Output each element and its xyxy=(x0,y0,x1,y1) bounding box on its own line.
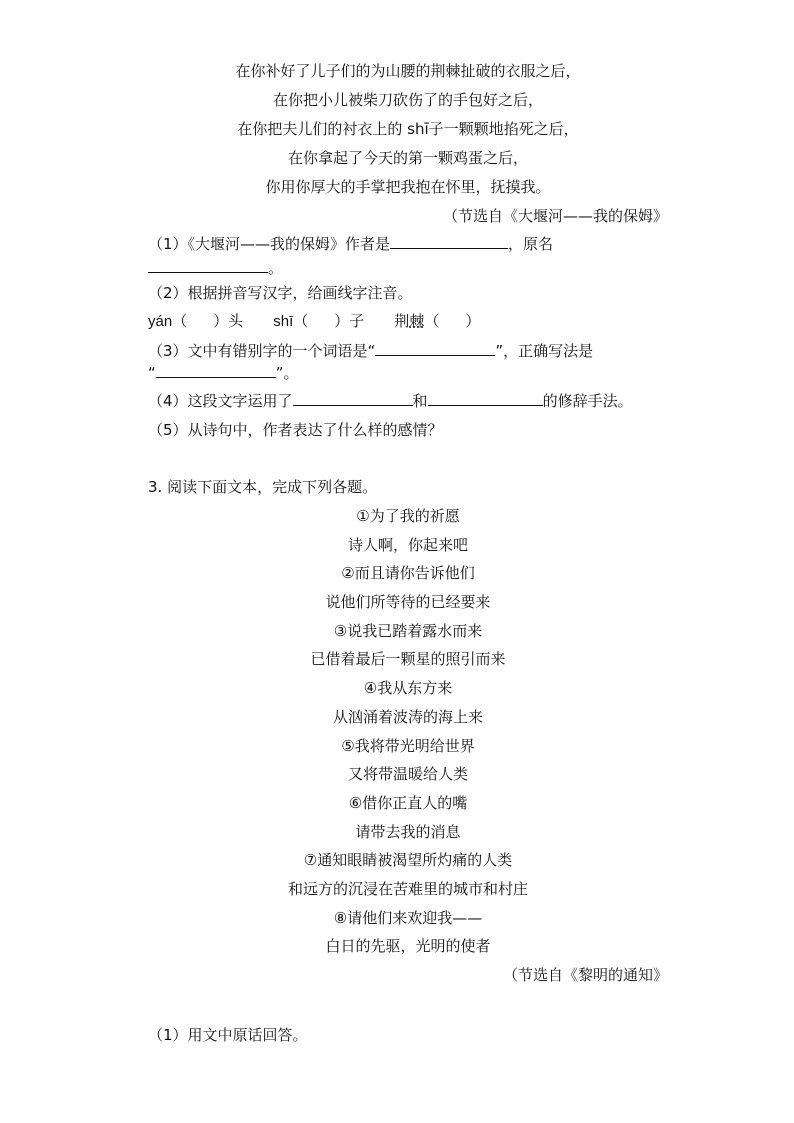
poem-line: ②而且请你告诉他们 xyxy=(341,564,475,583)
poem-line: ⑥借你正直人的嘴 xyxy=(348,793,468,812)
word-jing: 荆 xyxy=(394,312,410,330)
question-4-mid: 和 xyxy=(412,392,428,410)
poem-line: 诗人啊，你起来吧 xyxy=(347,535,468,554)
question-1-line2 xyxy=(148,255,688,281)
question-4 xyxy=(148,388,688,414)
answer-blank-rhetoric-1[interactable] xyxy=(293,389,413,406)
poem-line: ⑧请他们来欢迎我—— xyxy=(333,908,483,927)
poem-line: 白日的先驱，光明的使者 xyxy=(325,937,491,956)
paren-open: （ xyxy=(424,312,440,330)
poem-line: ⑤我将带光明给世界 xyxy=(341,736,475,755)
char-zi: 子 xyxy=(349,312,365,330)
poem-line: 在你拿起了今天的第一颗鸡蛋之后， xyxy=(287,149,528,167)
poem-line: 在你把小儿被柴刀砍伤了的手包好之后， xyxy=(272,91,543,109)
question-3-mid: ”，正确写法是 xyxy=(495,342,594,360)
question-2: （2）根据拼音写汉字，给画线字注音。 xyxy=(148,284,413,302)
answer-blank-rhetoric-2[interactable] xyxy=(428,389,543,406)
pinyin-yan: yán xyxy=(148,313,173,330)
answer-blank-original-name[interactable] xyxy=(148,256,268,273)
char-tou: 头 xyxy=(228,312,244,330)
poem-line: 已借着最后一颗星的照引而来 xyxy=(310,650,506,669)
poem-line: 说他们所等待的已经要来 xyxy=(325,593,491,612)
question-3-prefix: （3）文中有错别字的一个词语是“ xyxy=(148,342,376,360)
poem-line: 在你把夫儿们的衬衣上的 shī子一颗颗地掐死之后， xyxy=(237,120,579,138)
poem-line: ①为了我的祈愿 xyxy=(356,507,460,525)
poem-source: （节选自《大堰河——我的保姆》 xyxy=(442,207,668,225)
question-1-end: 。 xyxy=(268,259,284,277)
paren-close: ） xyxy=(334,312,350,330)
question-5: （5）从诗句中，作者表达了什么样的感情？ xyxy=(148,421,443,439)
poem-line: ⑦通知眼睛被渴望所灼痛的人类 xyxy=(303,851,513,870)
answer-blank-correct-word[interactable] xyxy=(156,361,276,378)
answer-blank-author[interactable] xyxy=(390,232,508,249)
quote-open: “ xyxy=(148,364,156,382)
paren-open: （ xyxy=(172,312,188,330)
question-4-end: 的修辞手法。 xyxy=(542,392,633,410)
section-3-question-1: （1）用文中原话回答。 xyxy=(148,1026,308,1044)
poem-line: 在你补好了儿子们的为山腰的荆棘扯破的衣服之后， xyxy=(235,62,581,80)
poem-excerpt-dayanhe xyxy=(148,57,668,230)
answer-blank-wrong-word[interactable] xyxy=(375,339,495,356)
poem-line: 从汹涌着波涛的海上来 xyxy=(332,707,483,726)
paren-close: ） xyxy=(465,312,481,330)
section-3-heading: 3. 阅读下面文本，完成下列各题。 xyxy=(148,478,378,496)
poem-line: 请带去我的消息 xyxy=(355,822,461,841)
poem-line: 和远方的沉浸在苦难里的城市和村庄 xyxy=(287,879,528,898)
poem-source: （节选自《黎明的通知》 xyxy=(502,966,668,984)
quote-close: ”。 xyxy=(275,364,299,382)
poem-line: 你用你厚大的手掌把我抱在怀里，抚摸我。 xyxy=(265,178,551,196)
question-2-items xyxy=(148,308,688,334)
question-1-mid: ，原名 xyxy=(508,235,554,253)
paren-close: ） xyxy=(213,312,229,330)
poem-line: 又将带温暖给人类 xyxy=(347,765,468,784)
word-ji-underlined: 棘 xyxy=(409,312,425,330)
poem-line: ③说我已踏着露水而来 xyxy=(333,621,483,640)
poem-excerpt-liming xyxy=(148,502,668,989)
question-1-prefix: （1）《大堰河——我的保姆》作者是 xyxy=(148,235,391,253)
poem-line: ④我从东方来 xyxy=(363,679,453,698)
question-3-line2 xyxy=(148,360,688,386)
pinyin-shi: shī xyxy=(273,313,294,330)
question-1-line1 xyxy=(148,231,688,257)
question-4-prefix: （4）这段文字运用了 xyxy=(148,392,293,410)
paren-open: （ xyxy=(293,312,309,330)
